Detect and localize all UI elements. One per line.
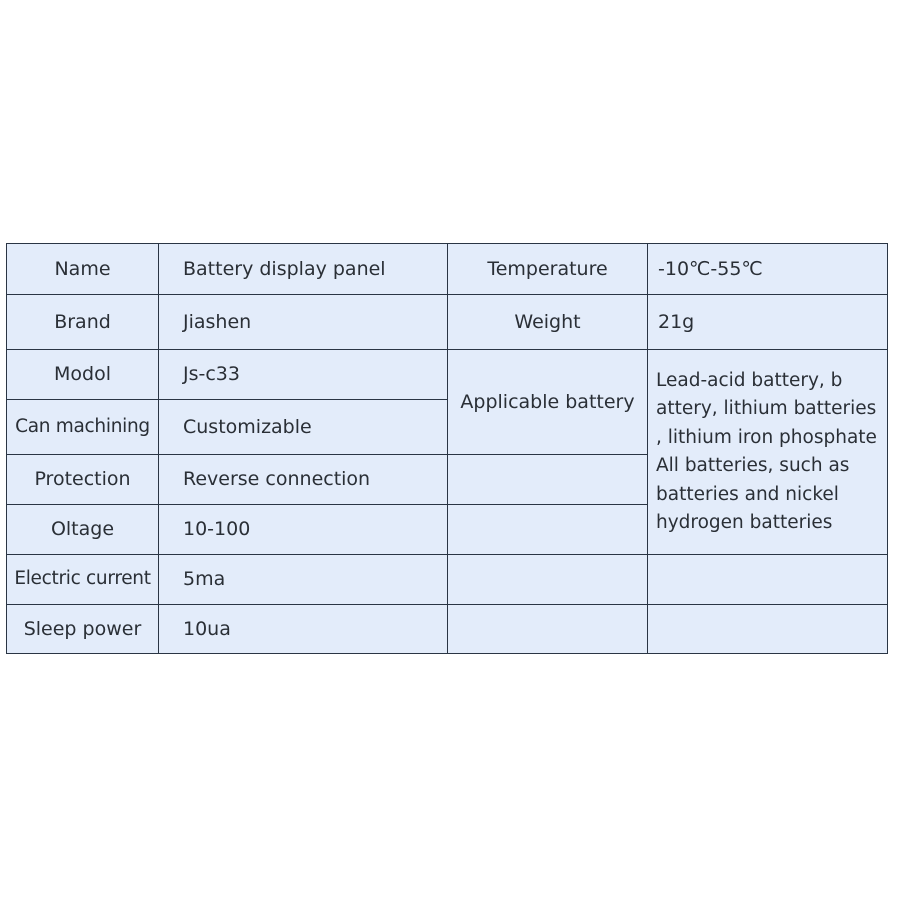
empty-cell <box>648 555 888 605</box>
label-temperature: Temperature <box>448 244 648 295</box>
value-weight: 21g <box>648 295 888 350</box>
table-row <box>7 244 888 295</box>
label-applicable-battery: Applicable battery <box>448 350 648 455</box>
value-voltage: 10-100 <box>159 505 448 555</box>
empty-cell <box>448 555 648 605</box>
value-temperature: -10℃-55℃ <box>648 244 888 295</box>
battery-line: Lead-acid battery, b <box>656 369 843 391</box>
label-weight: Weight <box>448 295 648 350</box>
battery-line: hydrogen batteries <box>656 512 833 533</box>
label-protection: Protection <box>7 455 159 505</box>
value-electric-current: 5ma <box>159 555 448 605</box>
battery-line: attery, lithium batteries <box>656 398 877 419</box>
value-model: Js-c33 <box>159 350 448 400</box>
empty-cell <box>448 605 648 654</box>
value-sleep-power: 10ua <box>159 605 448 654</box>
empty-cell <box>448 455 648 505</box>
table-row <box>7 350 888 400</box>
value-brand: Jiashen <box>159 295 448 350</box>
label-name: Name <box>7 244 159 295</box>
value-protection: Reverse connection <box>159 455 448 505</box>
label-model: Modol <box>7 350 159 400</box>
battery-line: , lithium iron phosphate <box>656 426 877 448</box>
label-sleep-power: Sleep power <box>7 605 159 654</box>
battery-line: batteries and nickel <box>656 483 839 505</box>
empty-cell <box>648 605 888 654</box>
table-row <box>7 555 888 605</box>
value-can-machining: Customizable <box>159 400 448 455</box>
battery-line: All batteries, such as <box>656 455 850 476</box>
value-applicable-battery <box>648 350 888 555</box>
value-name: Battery display panel <box>159 244 448 295</box>
empty-cell <box>448 505 648 555</box>
spec-table <box>6 243 888 654</box>
label-can-machining: Can machining <box>7 400 159 455</box>
table-row <box>7 295 888 350</box>
label-brand: Brand <box>7 295 159 350</box>
label-voltage: Oltage <box>7 505 159 555</box>
table-row <box>7 605 888 654</box>
label-electric-current: Electric current <box>7 555 159 605</box>
